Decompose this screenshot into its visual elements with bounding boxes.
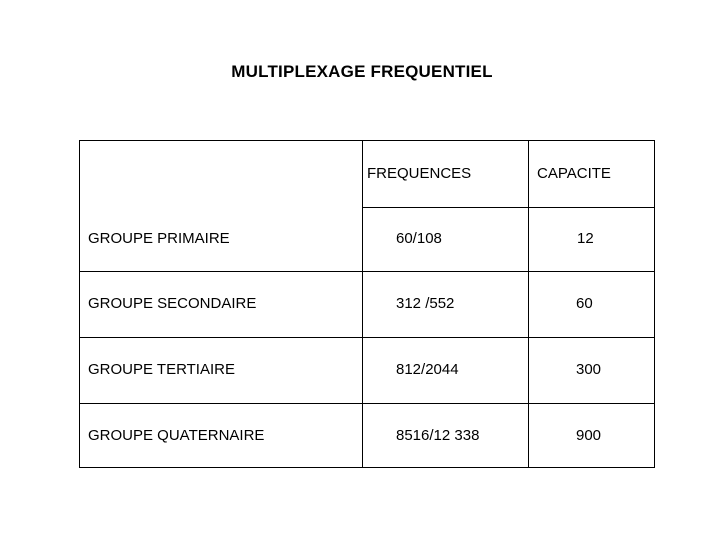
row-label: GROUPE TERTIAIRE [88, 361, 235, 378]
page-title: MULTIPLEXAGE FREQUENTIEL [231, 62, 493, 81]
table-divider [80, 271, 654, 272]
row-label: GROUPE QUATERNAIRE [88, 427, 265, 444]
table-divider [528, 141, 529, 467]
row-frequences: 312 /552 [396, 295, 455, 312]
row-capacite: 900 [576, 427, 602, 444]
row-capacite: 300 [576, 361, 602, 378]
row-frequences: 812/2044 [396, 361, 459, 378]
row-label: GROUPE SECONDAIRE [88, 295, 257, 312]
table-divider [80, 403, 654, 404]
table-divider [362, 207, 654, 208]
row-label: GROUPE PRIMAIRE [88, 230, 230, 247]
table-divider [80, 337, 654, 338]
row-capacite: 12 [577, 230, 594, 247]
row-capacite: 60 [576, 295, 593, 312]
row-frequences: 8516/12 338 [396, 427, 480, 444]
row-frequences: 60/108 [396, 230, 442, 247]
frequency-table [79, 140, 655, 468]
header-capacite: CAPACITE [537, 165, 611, 182]
header-frequences: FREQUENCES [367, 165, 472, 182]
table-divider [362, 141, 363, 467]
